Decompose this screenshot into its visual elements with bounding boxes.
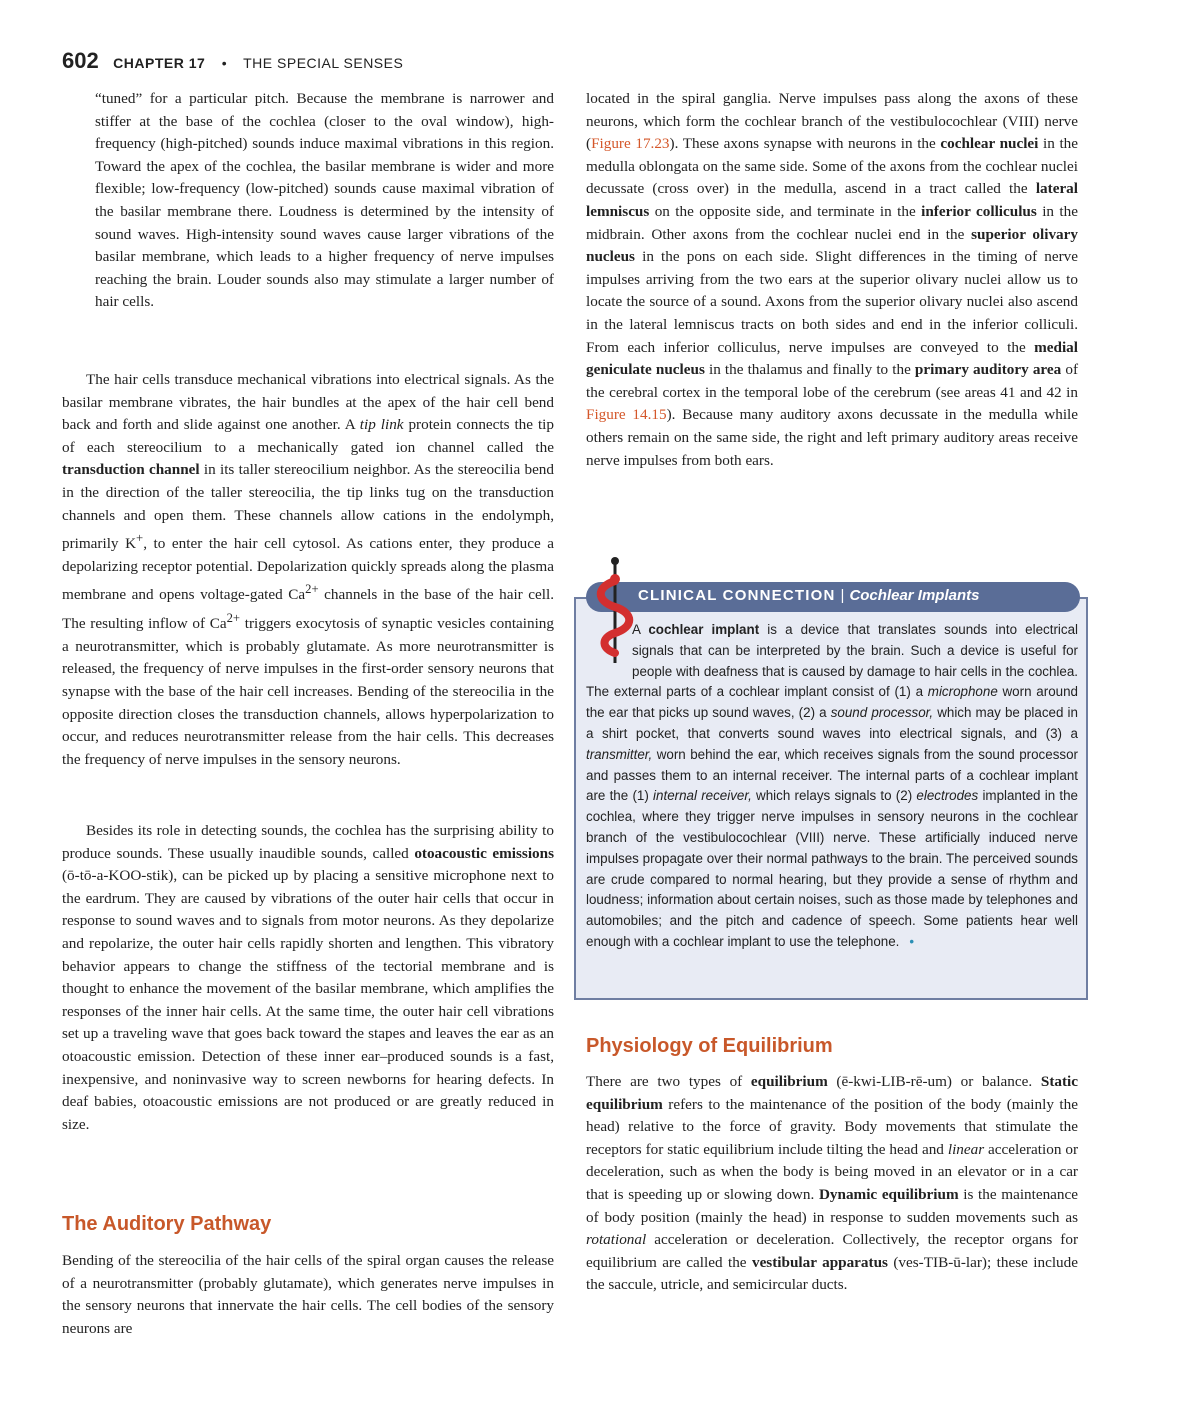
- paragraph-equilibrium: There are two types of equilibrium (ē-kwi-LIB-rē-um) or balance. Static equilibrium refers to the maintenance of the position of the body (mainly the head) relative to the force of gravity. Body movements that stimulate the receptors for static equilibrium include tilting the head and linear acceleration or deceleration, such as when the body is being moved in an elevator or in a car that is speeding up or slowing down. Dynamic equilibrium is the maintenance of body position (mainly the head) in response to sudden movements such as rotational acceleration or deceleration. Collectively, the receptor organs for equilibrium are called the vestibular apparatus (ves-TIB-ū-lar); these include the saccule, utricle, and semicircular ducts.: [586, 1073, 1079, 1294]
- figure-link-17-23[interactable]: Figure 17.23: [591, 135, 670, 153]
- page-header: [62, 48, 403, 74]
- header-separator: •: [221, 55, 227, 71]
- page-number: 602: [62, 48, 99, 73]
- clinical-connection-title: CLINICAL CONNECTION | Cochlear Implants: [638, 587, 980, 604]
- heading-auditory-pathway: The Auditory Pathway: [62, 1213, 272, 1235]
- term-tip-link: tip link: [359, 416, 404, 434]
- heading-physiology-equilibrium: Physiology of Equilibrium: [586, 1035, 833, 1057]
- term-transduction-channel: transduction channel: [62, 461, 200, 479]
- paragraph-cochlear-nuclei: located in the spiral ganglia. Nerve impulses pass along the axons of these neurons, which form the cochlear branch of the vestibulocochlear (VIII) nerve (Figure 17.23). These axons synapse with neurons in the cochlear nuclei in the medulla oblongata on the same side. Some of the axons from the cochlear nuclei decussate (cross over) in the medulla, ascend in a tract called the lateral lemniscus on the opposite side, and terminate in the inferior colliculus in the midbrain. Other axons from the cochlear nuclei end in the superior olivary nucleus in the pons on each side. Slight differences in the timing of nerve impulses arriving from the two ears at the superior olivary nuclei allow us to locate the source of a sound. Axons from the superior olivary nuclei also ascend in the lateral lemniscus tracts on both sides and end in the inferior colliculi. From each inferior colliculus, nerve impulses are conveyed to the medial geniculate nucleus in the thalamus and finally to the primary auditory area of the cerebral cortex in the temporal lobe of the cerebrum (see areas 41 and 42 in Figure 14.15). Because many auditory axons decussate in the medulla while others remain on the same side, the right and left primary auditory areas receive nerve impulses from both ears.: [586, 90, 1079, 469]
- paragraph-transduction: The hair cells transduce mechanical vibrations into electrical signals. As the basilar membrane vibrates, the hair bundles at the apex of the hair cell bend back and forth and slide against one another. A tip link protein connects the tip of each stereocilium to a mechanically gated ion channel called the transduction channel in its taller stereocilium neighbor. As the stereocilia bend in the direction of the taller stereocilia, the tip links tug on the transduction channels and open them. These channels allow cations in the endolymph, primarily K+, to enter the hair cell cytosol. As cations enter, they produce a depolarizing receptor potential. Depolarization quickly spreads along the plasma membrane and opens voltage-gated $Ca^{2+}$ channels in the base of the hair cell. The resulting inflow of $Ca^{2+}$ triggers exocytosis of synaptic vesicles containing a neurotransmitter, which is probably glutamate. As more neurotransmitter is released, the frequency of nerve impulses in the first-order sensory neurons that synapse with the base of the hair cell increases. Bending of the stereocilia in the opposite direction closes the transduction channels, allows hyperpolarization to occur, and reduces neurotransmitter release from the hair cells. This decreases the frequency of nerve impulses in the sensory neurons.: [62, 371, 555, 768]
- chapter-label: CHAPTER 17: [113, 55, 206, 71]
- clinical-label: CLINICAL CONNECTION: [638, 587, 836, 604]
- section-title: THE SPECIAL SENSES: [243, 55, 404, 71]
- paragraph-pitch: “tuned” for a particular pitch. Because the membrane is narrower and stiffer at the base of the cochlea (closer to the oval window), high-frequency (high-pitched) sounds induce maximal vibrations in this region. Toward the apex of the cochlea, the basilar membrane is wider and more flexible; low-frequency (low-pitched) sounds cause maximal vibration of the basilar membrane there. Loudness is determined by the intensity of sound waves. High-intensity sound waves cause larger vibrations of the basilar membrane, which leads to a higher frequency of nerve impulses reaching the brain. Louder sounds also may stimulate a larger number of hair cells.: [95, 90, 554, 311]
- figure-link-14-15[interactable]: Figure 14.15: [586, 406, 667, 424]
- end-mark: •: [909, 933, 915, 949]
- term-otoacoustic-emissions: otoacoustic emissions: [414, 844, 555, 862]
- clinical-topic: Cochlear Implants: [849, 587, 980, 604]
- paragraph-auditory-pathway: Bending of the stereocilia of the hair cells of the spiral organ causes the release of a neurotransmitter (probably glutamate), which generates nerve impulses in the sensory neurons that innervate the hair cells. The cell bodies of the sensory neurons are: [62, 1252, 554, 1337]
- paragraph-otoacoustic: Besides its role in detecting sounds, the cochlea has the surprising ability to produce sounds. These usually inaudible sounds, called otoacoustic emissions (ō-tō-a-KOO-stik), can be picked up by placing a sensitive microphone next to the eardrum. They are caused by vibrations of the outer hair cells that occur in response to sound waves and to signals from motor neurons. As they depolarize and repolarize, the outer hair cells rapidly shorten and lengthen. This vibratory behavior appears to change the stiffness of the tectorial membrane and is thought to enhance the movement of the basilar membrane, which amplifies the responses of the inner hair cells. At the same time, the outer hair cell vibrations set up a traveling wave that goes back toward the stapes and leaves the ear as an otoacoustic emission. Detection of these inner ear–produced sounds is a fast, inexpensive, and noninvasive way to screen newborns for hearing defects. In deaf babies, otoacoustic emissions are not produced or are greatly reduced in size.: [62, 822, 555, 1133]
- term-cochlear-implant: cochlear implant: [648, 622, 760, 637]
- clinical-connection-text: A cochlear implant is a device that translates sounds into electrical signals that can be interpreted by the brain. Such a device is useful for people with deafness that is caused by damage to hair cells in the cochlea. The external parts of a cochlear implant consist of (1) a microphone worn around the ear that picks up sound waves, (2) a sound processor, which may be placed in a shirt pocket, that converts sound waves into electrical signals, and (3) a transmitter, worn behind the ear, which receives signals from the sound processor and passes them to an internal receiver. The internal parts of a cochlear implant are the (1) internal receiver, which relays signals to (2) electrodes implanted in the cochlea, where they trigger nerve impulses in sensory neurons in the cochlear branch of the vestibulocochlear (VIII) nerve. These artificially induced nerve impulses propagate over their normal pathways to the brain. The perceived sounds are crude compared to normal hearing, but they provide a sense of rhythm and loudness; information about certain noises, such as those made by telephones and automobiles; and the pitch and cadence of speech. Some patients hear well enough with a cochlear implant to use the telephone. •: [586, 622, 1079, 949]
